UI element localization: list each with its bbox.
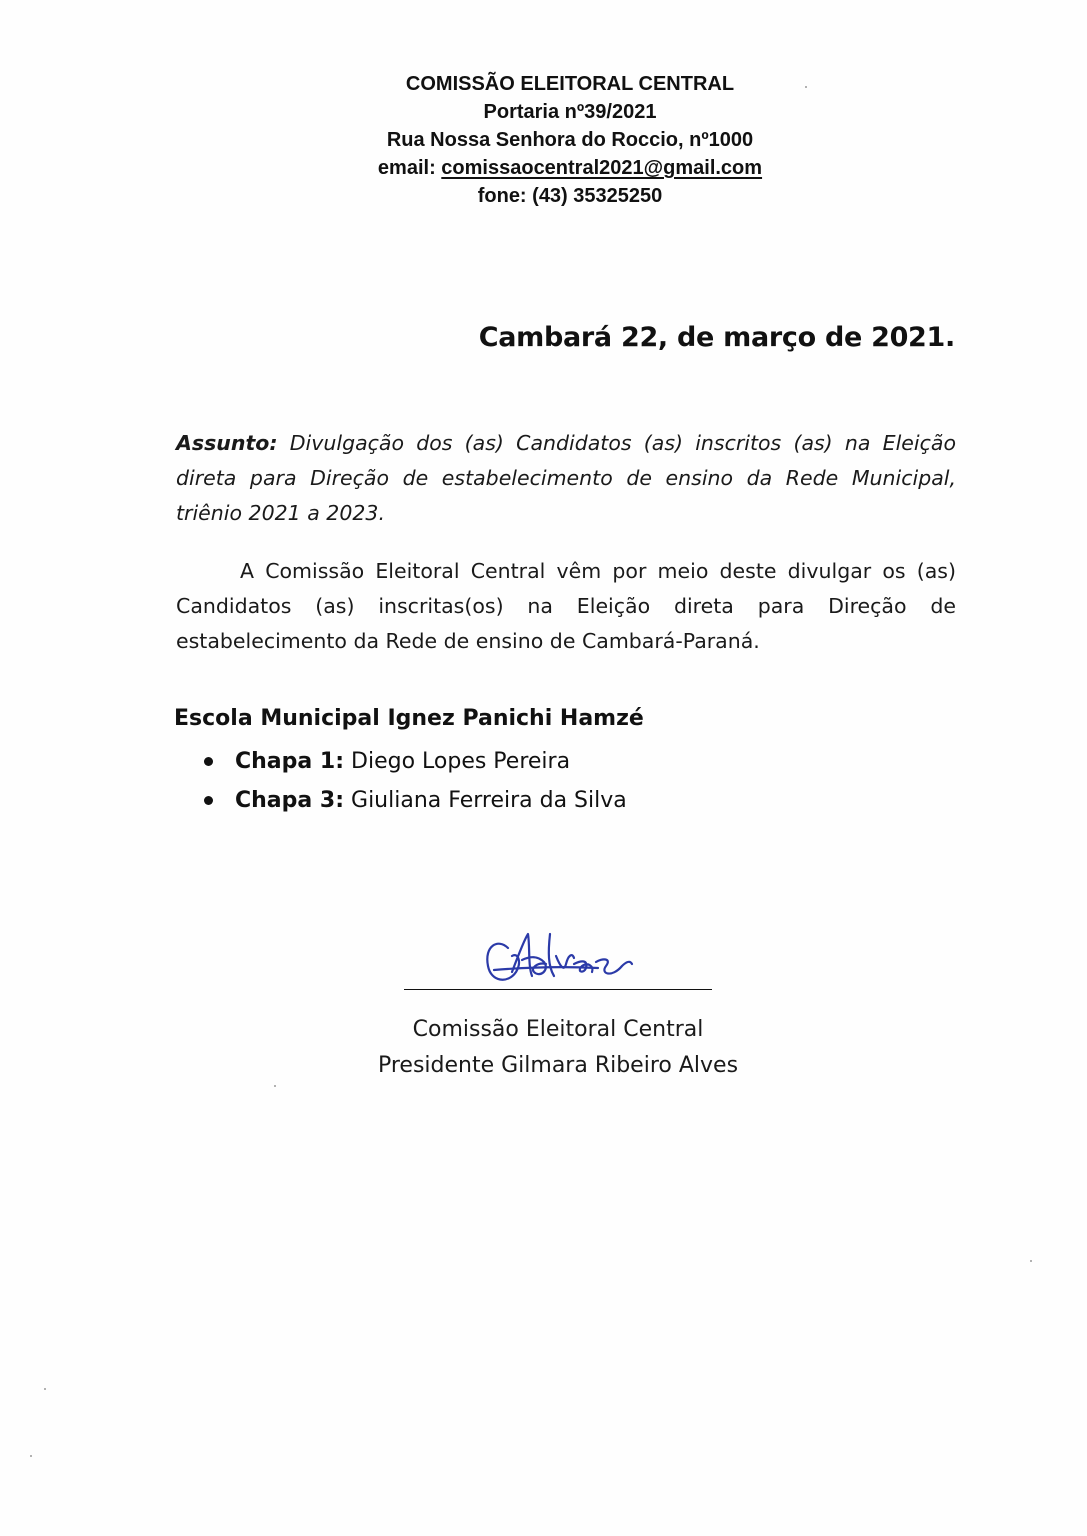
scan-speck [805,86,807,88]
document-date: Cambará 22, de março de 2021. [478,322,955,353]
phone: fone: (43) 35325250 [477,185,663,207]
scan-speck [274,1085,276,1087]
signature-line [404,989,712,990]
letterhead [330,70,810,210]
school-name: Escola Municipal Ignez Panichi Hamzé [174,706,644,731]
bullet-icon [204,757,213,766]
email-link[interactable]: comissaocentral2021@gmail.com [441,157,763,179]
signatory-organization: Comissão Eleitoral Central [412,1017,704,1042]
organization-name: COMISSÃO ELEITORAL CENTRAL [405,73,735,95]
signatory-name: Presidente Gilmara Ribeiro Alves [377,1053,739,1078]
bullet-icon [204,796,213,805]
list-item [204,781,627,820]
slate-label: Chapa 3: [235,788,345,813]
email-label: email: [377,157,436,179]
handwritten-signature [478,926,638,996]
candidate-name: Diego Lopes Pereira [351,749,571,774]
slate-list [204,742,627,820]
list-item [204,742,627,781]
ordinance-number: Portaria nº39/2021 [483,101,657,123]
announcement-paragraph: A Comissão Eleitoral Central vêm por meio deste divulgar os (as) Candidatos (as) inscritas(os) na Eleição direta para Direção de estabelecimento da Rede de ensino de Cambará-Paraná. [176,559,956,653]
scan-speck [44,1388,46,1390]
scan-speck [30,1455,32,1457]
address: Rua Nossa Senhora do Roccio, nº1000 [386,129,754,151]
subject-paragraph [176,426,956,531]
slate-label: Chapa 1: [235,749,345,774]
subject-label: Assunto: [176,431,278,455]
scan-speck [1030,1260,1032,1262]
candidate-name: Giuliana Ferreira da Silva [351,788,627,813]
signatory-block [340,1012,776,1084]
subject-text: Divulgação dos (as) Candidatos (as) inscritos (as) na Eleição direta para Direção de estabelecimento de ensino da Rede Municipal, triênio 2021 a 2023. [176,431,956,525]
email-line [330,154,810,182]
